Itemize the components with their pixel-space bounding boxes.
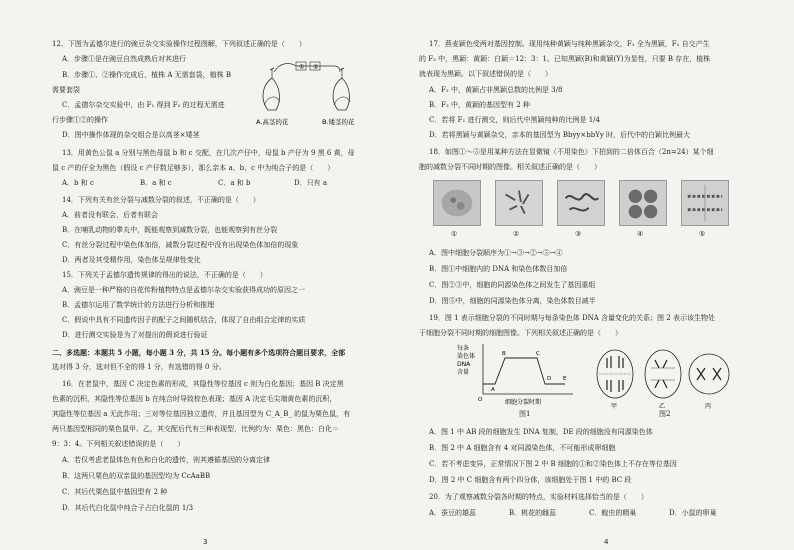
q14-option-b: B．在哺乳动物的睾丸中，既能观察到减数分裂，也能观察到有丝分裂 (62, 226, 278, 234)
q20-option-a: A．蚕豆的雄蕊 (429, 509, 477, 517)
q16-option-b: B．这两只栗色的双亲鼠的基因型均为 CcAaBB (62, 472, 211, 480)
fig-num-2: ② (313, 63, 319, 71)
q17-option-b: B．F₂ 中，黄颖的基因型有 2 种 (429, 101, 530, 109)
q20-option-b: B．桃花的雌蕊 (509, 509, 557, 517)
q14-option-d: D．两者及其受精作用，染色体呈规律性变化 (62, 256, 201, 264)
q18-option-d: D．图⑤中，细胞的同源染色体分离，染色体数目减半 (429, 297, 596, 305)
graph-point-d: D (547, 376, 552, 382)
q12-option-c: C．孟德尔杂交实验中，由 F₁ 得到 F₂ 的过程无需进 (62, 101, 225, 109)
flower-a-label: A.高茎的花 (256, 118, 289, 126)
q14-option-c: C．有丝分裂过程中染色体加倍，减数分裂过程中没有出现染色体加倍的现象 (62, 241, 299, 249)
q19-option-d: D．图 2 中 C 细胞含有两个四分体，该细胞处于图 1 中的 BC 段 (429, 476, 632, 484)
q20-option-c: C．蝗虫的精巢 (589, 509, 637, 517)
q13-option-c: C．a 和 b (218, 179, 251, 187)
q19-line-1: 19．图 1 表示细胞分裂的不同时期与每条染色体 DNA 含量变化的关系；图 2 表示该生物处 (429, 314, 715, 322)
q13-stem-1: 13．用黄色公鼠 a 分别与黑色母鼠 b 和 c 交配，在几次产仔中，母鼠 b 产仔为 9 黑 6 黄，母 (62, 149, 355, 157)
fig2-caption: 图2 (659, 410, 671, 418)
micrograph-1 (433, 180, 481, 226)
graph-origin: O (478, 397, 483, 403)
q16-line-1: 16．在老鼠中，基因 C 决定色素的形成，其隐性等位基因 c 则为白化基因；基因 B 决定黑 (62, 380, 344, 388)
fig1-caption: 图1 (519, 410, 531, 418)
q17-line-1: 17．燕麦颖色受两对基因控制。现用纯种黄颖与纯种黑颖杂交，F₁ 全为黑颖，F₁ 自交产生 (429, 40, 710, 48)
graph-point-b: B (502, 351, 506, 357)
right-page (397, 0, 794, 550)
micrograph-label-1: ① (451, 230, 458, 238)
cell-label-b: 乙 (659, 403, 666, 410)
q16-line-5: 9：3：4。下列相关叙述错误的是（ ） (52, 440, 185, 448)
q15-option-c: C．假说中具有不同遗传因子的配子之间随机结合，体现了自由组合定律的实质 (62, 316, 306, 324)
q19-option-a: A．图 1 中 AB 段的细胞发生 DNA 复制，DE 段的细胞没有同源染色体 (429, 428, 653, 436)
graph-ylabel-3: DNA (457, 361, 471, 368)
q18-option-b: B．图①中细胞内的 DNA 和染色体数目加倍 (429, 265, 568, 273)
q16-line-3: 其隐性等位基因 a 无此作用；三对等位基因独立遗传，并且基因型为 C_A_B_ 的鼠为栗色鼠，有 (52, 410, 351, 418)
q20-stem: 20．为了观察减数分裂各时期的特点，实验材料选择恰当的是（ ） (429, 493, 648, 501)
q16-option-d: D．其后代白化鼠中纯合子占白化鼠的 1/3 (62, 504, 194, 512)
q18-line-1: 18．如图①～⑤是用某种方法在显微镜（不用染色）下拍到的二倍体百合（2n=24）某个细 (429, 148, 714, 156)
graph-ylabel-4: 含量 (457, 369, 470, 376)
q20-option-d: D．小鼠的卵巢 (669, 509, 717, 517)
q19-line-2: 于细胞分裂不同时期的细胞图像。下列相关叙述正确的是（ ） (419, 329, 622, 337)
q16-line-4: 两只基因型相同的栗色鼠甲、乙，其交配后代有三种表现型，比例约为：栗色：黑色：白化＝ (52, 425, 339, 433)
q12-stem: 12．下图为孟德尔进行的豌豆杂交实验操作过程图解，下列叙述正确的是（ ） (52, 40, 306, 48)
micrograph-label-2: ② (513, 230, 520, 238)
q19-option-b: B．图 2 中 A 细胞含有 4 对同源染色体，不可能形成卵细胞 (429, 444, 616, 452)
q16-option-a: A．若仅考虑老鼠体色有色和白化的遗传，则其遵循基因的分离定律 (62, 456, 271, 464)
section2-title-2: 选对得 3 分，选对但不全的得 1 分，有选错的得 0 分。 (52, 363, 226, 371)
q12-option-d: D．图中操作体现的杂交组合是以高茎×矮茎 (62, 131, 200, 139)
section2-title: 二、多选题：本题共 5 小题，每小题 3 分，共 15 分。每小题有多个选项符合题目要求，全部 (52, 348, 346, 357)
micrograph-4 (619, 180, 667, 226)
q15-stem: 15．下列关于孟德尔遗传规律的得出的说法，不正确的是（ ） (62, 271, 267, 279)
micrograph-2 (495, 180, 543, 226)
q18-line-2: 胞的减数分裂不同时期的图像。相关叙述正确的是（ ） (419, 163, 601, 171)
page-number-left: 3 (203, 538, 208, 546)
q15-option-d: D．进行测交实验是为了对提出的假说进行验证 (62, 331, 208, 339)
micrograph-label-3: ③ (575, 230, 582, 238)
q13-option-a: A．b 和 c (62, 179, 94, 187)
q19-option-c: C．若不考虑变异，正常情况下图 2 中 B 细胞的①和②染色体上不存在等位基因 (429, 460, 677, 468)
fig-num-1: ① (299, 63, 305, 71)
graph-point-e: E (563, 376, 567, 382)
pea-hybridization-figure (250, 60, 380, 128)
graph-xlabel: 细胞分裂时期 (505, 399, 542, 406)
dna-content-graph (457, 340, 577, 408)
q14-option-a: A．前者没有联会，后者有联会 (62, 211, 159, 219)
micrograph-5 (681, 180, 729, 226)
micrograph-label-4: ④ (637, 230, 644, 238)
micrograph-strip (433, 180, 733, 242)
q13-option-b: B．a 和 c (140, 179, 172, 187)
q16-line-2: 色素的沉积，其隐性等位基因 b 在纯合时导致棕色表现；基因 A 决定毛尖端黄色素的沉积， (52, 395, 337, 403)
graph-ylabel-2: 染色体 (457, 353, 476, 360)
graph-point-c: C (536, 351, 540, 357)
q17-line-3: 就表现为黑颖。以下叙述错误的是（ ） (419, 70, 552, 78)
q12-option-c-cont: 行步骤①②的操作 (52, 116, 108, 124)
q13-stem-2: 鼠 c 产的仔全为黑色（假设 c 产仔数足够多），那么亲本 a、b、c 中为纯合子的是（ ） (52, 164, 335, 172)
q17-option-c: C．若将 F₁ 进行测交，则后代中黑颖纯种的比例是 1/4 (429, 116, 600, 124)
graph-ylabel-1: 每条 (457, 345, 470, 352)
q17-line-2: 的 F₂ 中，黑颖：黄颖：白颖＝12：3：1。已知黑颖(B)和黄颖(Y)为显性，只要 B 存在，植株 (419, 55, 711, 63)
page-number-right: 4 (604, 538, 609, 546)
q14-stem: 14．下列有关有丝分裂与减数分裂的叙述，不正确的是（ ） (62, 196, 260, 204)
micrograph-label-5: ⑤ (699, 230, 706, 238)
cell-label-a: 甲 (611, 403, 618, 410)
q12-option-b: B．步骤①、②操作完成后，植株 A 无需套袋，植株 B (62, 71, 232, 79)
q15-option-a: A．豌豆是一种严格的自花传粉植物特点是孟德尔杂交实验获得成功的原因之一 (62, 286, 306, 294)
q12-option-a: A．步骤①是在豌豆自然成熟后对其进行 (62, 55, 187, 63)
q13-option-d: D．只有 a (294, 179, 328, 187)
q18-option-c: C．图②③中，细胞的同源染色体之间发生了基因重组 (429, 281, 596, 289)
q17-option-d: D．若将黑颖与黄颖杂交，亲本的基因型为 Bbyy×bbYy 时，后代中的白颖比例最大 (429, 131, 690, 139)
q17-option-a: A．F₂ 中，黄颖占非黑颖总数的比例是 3/8 (429, 86, 563, 94)
micrograph-3 (557, 180, 605, 226)
cell-label-c: 丙 (705, 403, 712, 410)
flower-b-label: B.矮茎的花 (322, 118, 355, 126)
q18-option-a: A．图中细胞分裂顺序为①→③→②→⑤→④ (429, 249, 563, 257)
graph-point-a: A (491, 387, 495, 393)
q15-option-b: B．孟德尔运用了数学统计的方法进行分析和推理 (62, 301, 215, 309)
q12-option-b-cont: 需要套袋 (52, 86, 80, 94)
q16-option-c: C．其后代栗色鼠中基因型有 2 种 (62, 488, 168, 496)
cell-diagrams-figure (593, 344, 743, 410)
